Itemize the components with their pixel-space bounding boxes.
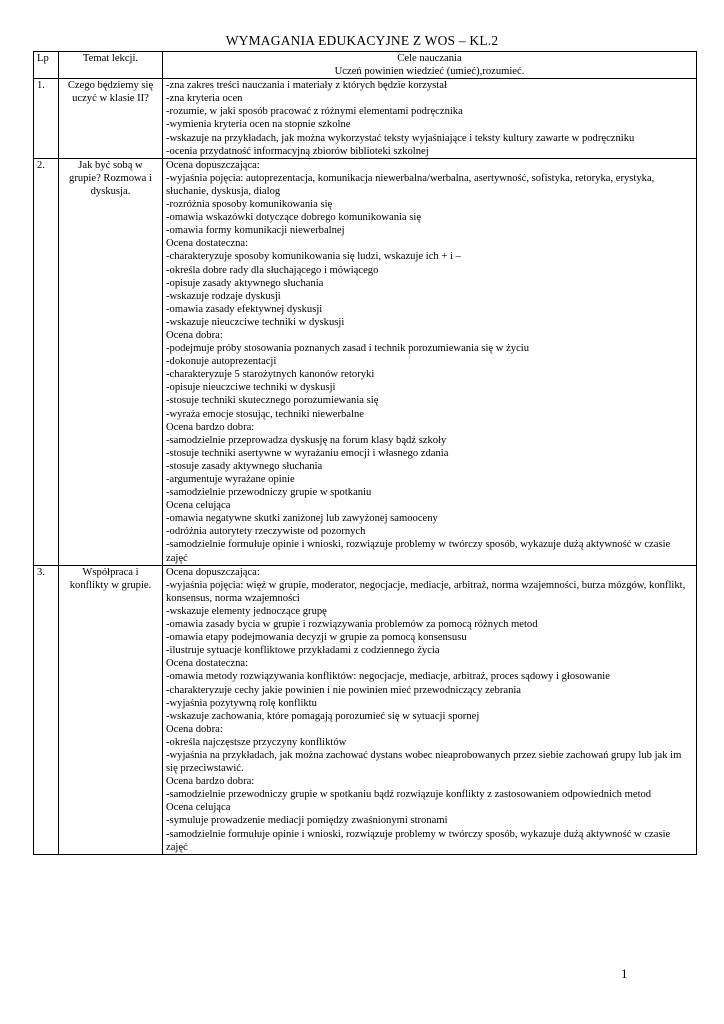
header-goals-line1: Cele nauczania	[397, 53, 462, 64]
goal-line: -wyjaśnia na przykładach, jak można zachować dystans wobec nieaprobowanych przez siebie zachowań grupy lub jak im się przeciwstawić.	[166, 749, 682, 775]
goal-line: -rozumie, w jaki sposób pracować z różnymi elementami podręcznika	[166, 106, 463, 118]
goal-line: -wyjaśnia pojęcia: autoprezentacja, komunikacja niewerbalna/werbalna, asertywność, sofistyka, retoryka, erystyka, słuchanie, dyskusja, dialog	[166, 172, 655, 197]
goal-line: Ocena dostateczna:	[166, 658, 249, 670]
header-lp: Lp	[34, 52, 59, 79]
goal-line: -samodzielnie przewodniczy grupie w spotkaniu bądź rozwiązuje konflikty z zastosowaniem odpowiednich metod	[166, 789, 652, 801]
goal-line: -określa najczęstsze przyczyny konfliktów	[166, 736, 347, 748]
row-topic: Czego będziemy się uczyć w klasie II?	[59, 79, 163, 159]
goal-line: -ocenia przydatność informacyjną zbiorów biblioteki szkolnej	[166, 145, 429, 157]
goal-line: -samodzielnie formułuje opinie i wnioski, rozwiązuje problemy w twórczy sposób, wykazuje dużą aktywność w czasie zajęć	[166, 828, 671, 853]
table-row	[34, 158, 697, 565]
goal-line: -zna zakres treści nauczania i materiały z których będzie korzystał	[166, 80, 447, 92]
goal-line: -omawia zasady efektywnej dyskusji	[166, 303, 323, 315]
table-row	[34, 565, 697, 854]
goal-line: -wskazuje na przykładach, jak można wykorzystać teksty wyjaśniające i teksty kultury zawarte w podręczniku	[166, 132, 635, 144]
goal-line: -symuluje prowadzenie mediacji pomiędzy zwaśnionymi stronami	[166, 815, 448, 827]
row-topic: Współpraca i konflikty w grupie.	[59, 565, 163, 854]
goal-line: -zna kryteria ocen	[166, 93, 243, 105]
goal-line: -rozróżnia sposoby komunikowania się	[166, 199, 333, 211]
table-header-row	[34, 52, 697, 79]
goal-line: -omawia wskazówki dotyczące dobrego komunikowania się	[166, 212, 422, 224]
goal-line: -opisuje nieuczciwe techniki w dyskusji	[166, 382, 336, 394]
goal-line: -samodzielnie przeprowadza dyskusję na forum klasy bądź szkoły	[166, 434, 447, 446]
goal-line: -odróżnia autorytety rzeczywiste od pozornych	[166, 526, 366, 538]
goal-line: -stosuje zasady aktywnego słuchania	[166, 460, 323, 472]
goal-line: -omawia zasady bycia w grupie i rozwiązywania problemów za pomocą różnych metod	[166, 619, 538, 631]
goal-line: Ocena celująca	[166, 500, 231, 512]
goal-line: -wskazuje elementy jednoczące grupę	[166, 605, 327, 617]
row-goals	[163, 565, 697, 854]
header-goals	[163, 52, 697, 79]
goal-line: -charakteryzuje cechy jakie powinien i nie powinien mieć przewodniczący zebrania	[166, 684, 522, 696]
goal-line: Ocena dostateczna:	[166, 238, 249, 250]
goal-line: Ocena dobra:	[166, 723, 223, 735]
goal-line: -omawia negatywne skutki zaniżonej lub zawyżonej samooceny	[166, 513, 438, 525]
goal-line: -wskazuje rodzaje dyskusji	[166, 290, 281, 302]
goal-line: -argumentuje wyrażane opinie	[166, 474, 295, 485]
goal-line: Ocena dopuszczająca:	[166, 566, 260, 578]
document-title: WYMAGANIA EDUKACYJNE Z WOS – KL.2	[225, 33, 499, 48]
goal-line: -wskazuje nieuczciwe techniki w dyskusji	[166, 316, 345, 328]
goal-line: -samodzielnie przewodniczy grupie w spotkaniu	[166, 487, 372, 499]
header-topic: Temat lekcji.	[59, 52, 163, 79]
goal-line: -stosuje techniki asertywne w wyrażaniu emocji i własnego zdania	[166, 447, 449, 459]
row-number: 1.	[34, 79, 59, 159]
goal-line: -opisuje zasady aktywnego słuchania	[166, 277, 324, 289]
goal-line: -omawia formy komunikacji niewerbalnej	[166, 225, 345, 237]
goal-line: Ocena celująca	[166, 802, 231, 814]
goal-line: Ocena dobra:	[166, 329, 223, 341]
row-topic: Jak być sobą w grupie? Rozmowa i dyskusja.	[59, 158, 163, 565]
header-goals-line2: Uczeń powinien wiedzieć (umieć),rozumieć.	[334, 66, 525, 78]
goal-line: -określa dobre rady dla słuchającego i mówiącego	[166, 264, 379, 276]
goal-line: -dokonuje autoprezentacji	[166, 356, 277, 368]
goal-line: -wymienia kryteria ocen na stopnie szkolne	[166, 119, 351, 131]
goal-line: -omawia metody rozwiązywania konfliktów: negocjacje, mediacje, arbitraż, proces sądowy i głosowanie	[166, 671, 610, 683]
row-goals	[163, 79, 697, 159]
goal-line: -stosuje techniki skutecznego porozumiewania się	[166, 395, 379, 407]
goal-line: Ocena bardzo dobra:	[166, 776, 255, 788]
row-number: 2.	[34, 158, 59, 565]
goal-line: Ocena bardzo dobra:	[166, 421, 255, 433]
goal-line: -charakteryzuje sposoby komunikowania się ludzi, wskazuje ich + i –	[166, 251, 461, 263]
page-number: 1	[621, 966, 628, 981]
goal-line: -omawia etapy podejmowania decyzji w grupie za pomocą konsensusu	[166, 632, 467, 644]
table-row	[34, 79, 697, 159]
row-goals	[163, 158, 697, 565]
goal-line: Ocena dopuszczająca:	[166, 159, 260, 171]
goal-line: -charakteryzuje 5 starożytnych kanonów retoryki	[166, 369, 375, 381]
row-number: 3.	[34, 565, 59, 854]
goal-line: -samodzielnie formułuje opinie i wnioski, rozwiązuje problemy w twórczy sposób, wykazuje dużą aktywność w czasie zajęć	[166, 539, 671, 564]
goal-line: -wyraża emocje stosując, techniki niewerbalne	[166, 408, 364, 420]
goal-line: -wyjaśnia pozytywną rolę konfliktu	[166, 697, 317, 709]
requirements-table	[33, 51, 697, 855]
goal-line: -wskazuje zachowania, które pomagają porozumieć się w sytuacji spornej	[166, 710, 480, 722]
goal-line: -podejmuje próby stosowania poznanych zasad i technik porozumiewania się w życiu	[166, 343, 530, 355]
goal-line: -ilustruje sytuacje konfliktowe przykładami z codziennego życia	[166, 645, 440, 657]
goal-line: -wyjaśnia pojęcia: więź w grupie, moderator, negocjacje, mediacje, arbitraż, norma wzajemności, burza mózgów, konflikt, konsensus, norma wzajemności	[166, 579, 686, 604]
